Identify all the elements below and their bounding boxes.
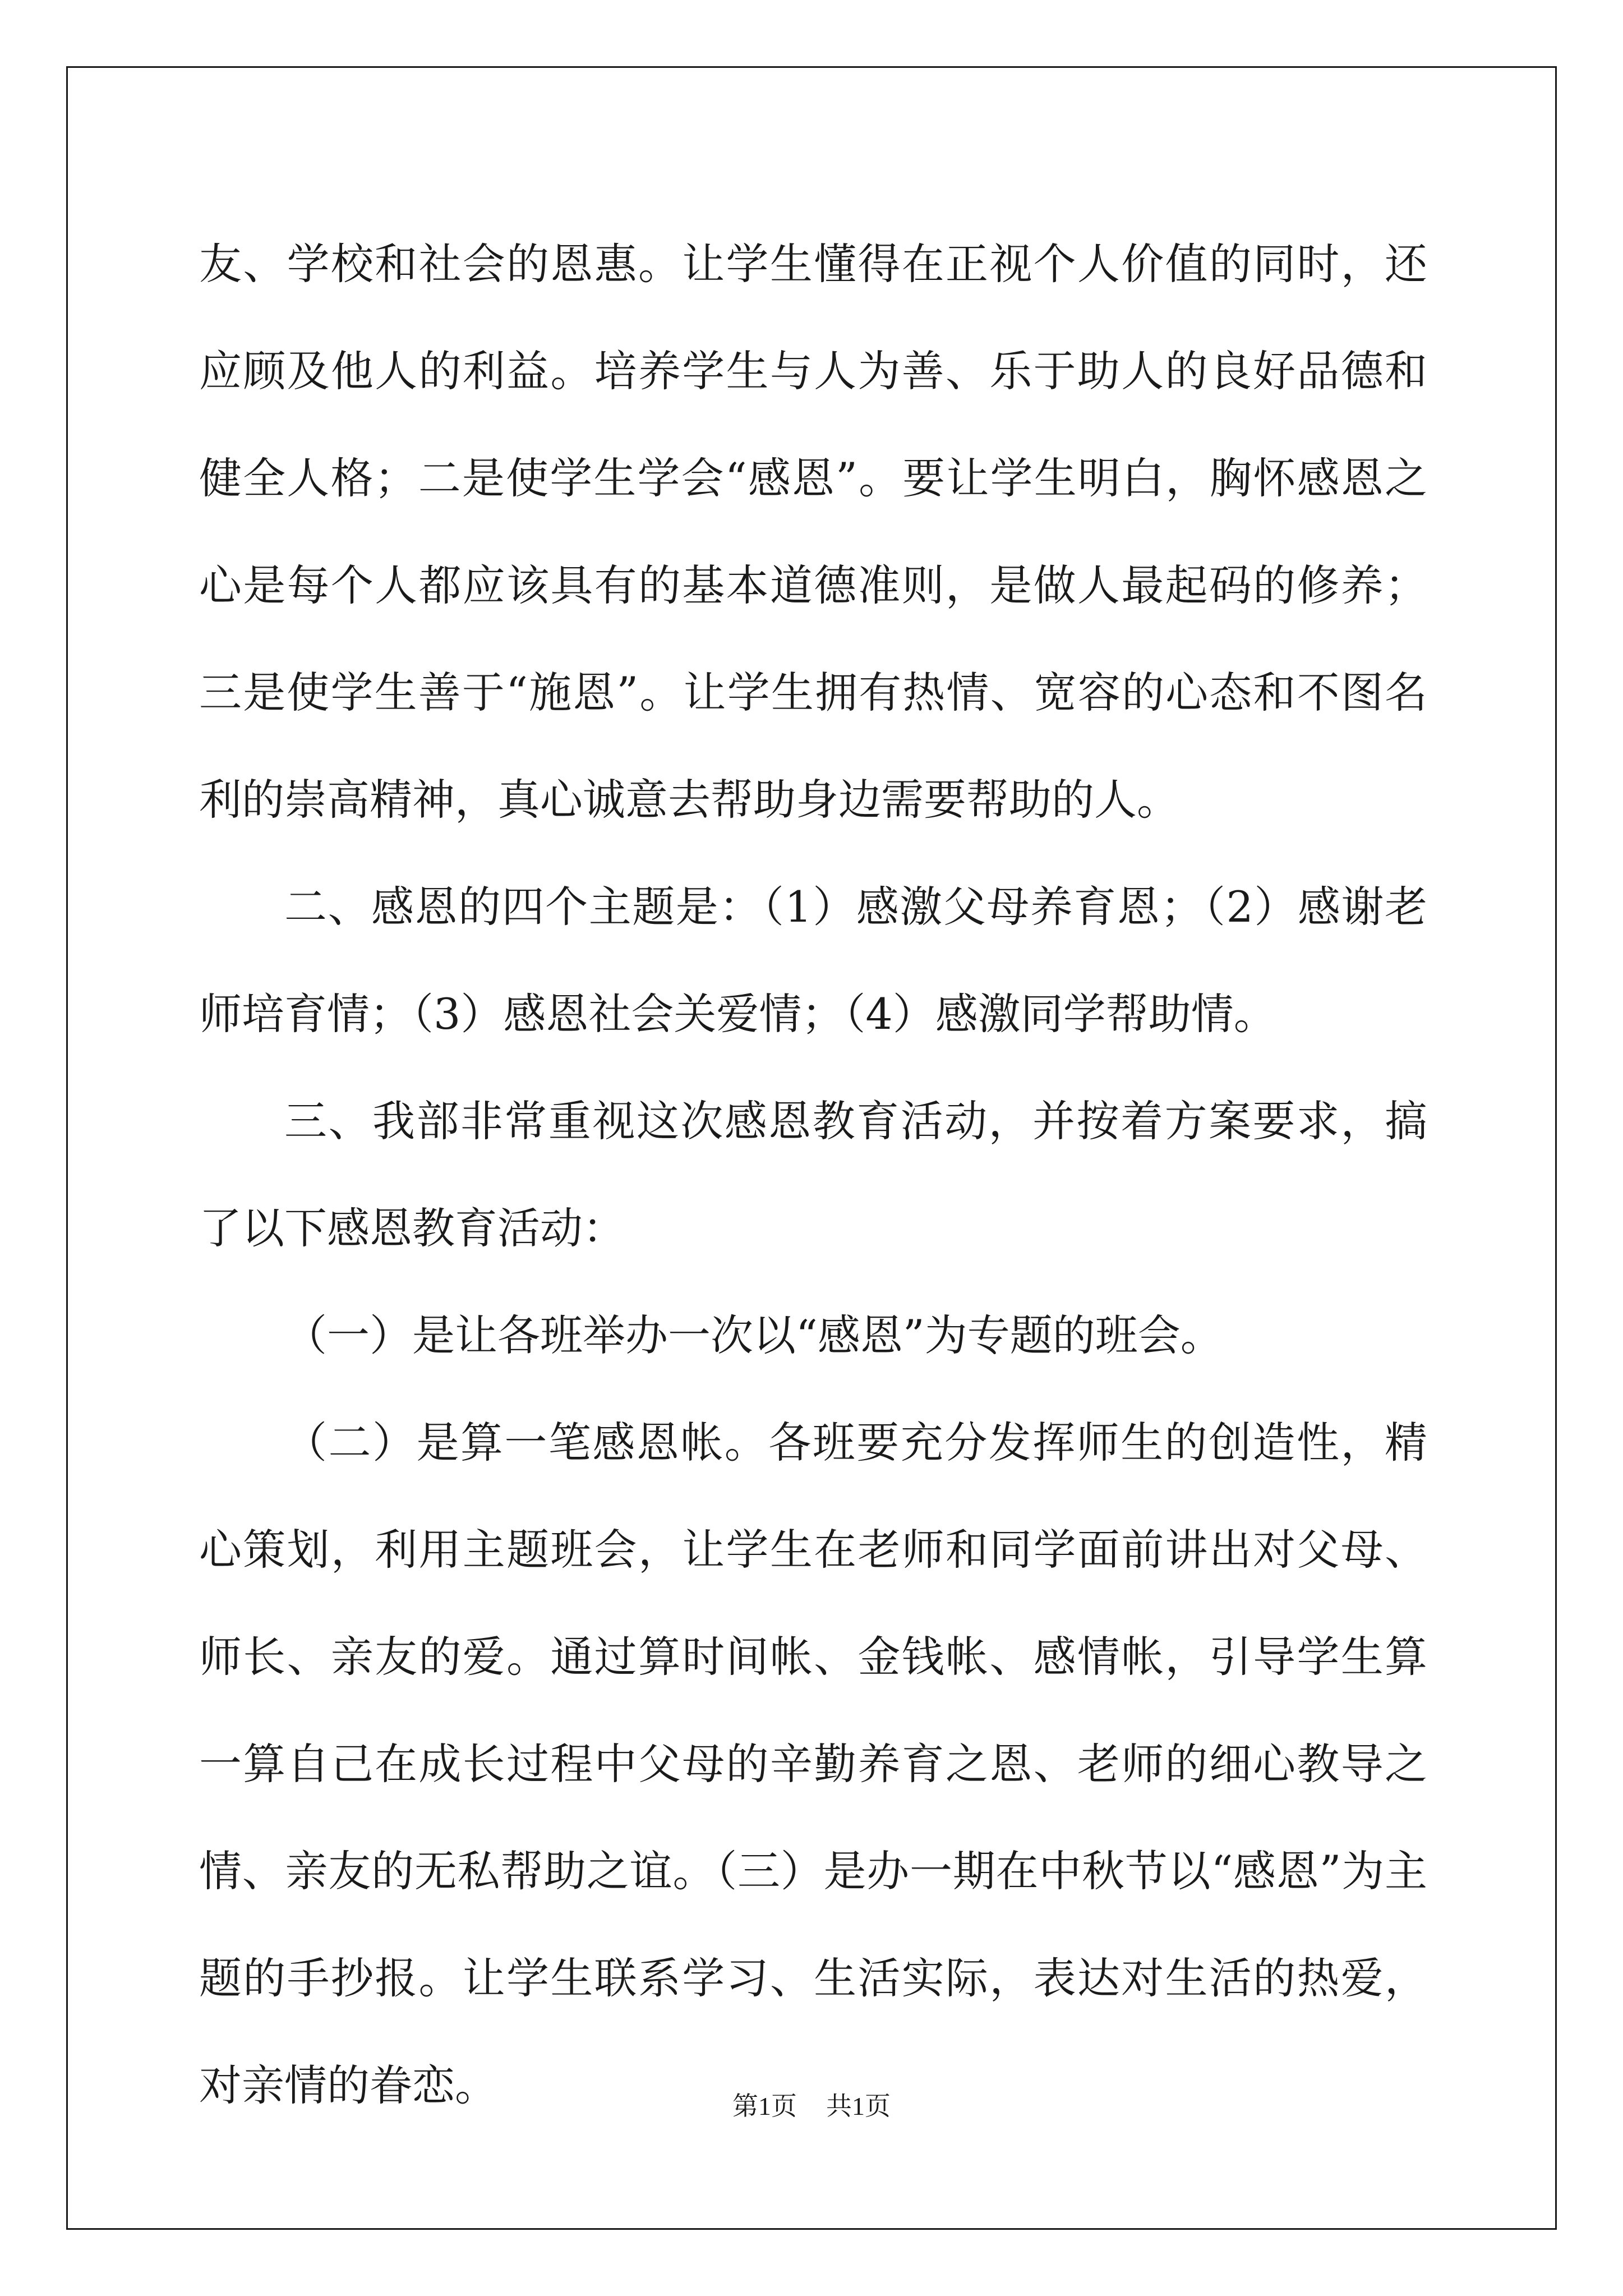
page-number: 第1页	[732, 2092, 797, 2120]
page-footer	[0, 2086, 1623, 2123]
paragraph-activity-two: （二）是算一笔感恩帐。各班要充分发挥师生的创造性，精心策划，利用主题班会，让学生在老师和同学面前讲出对父母、师长、亲友的爱。通过算时间帐、金钱帐、感情帐，引导学生算一算自己在成长过程中父母的辛勤养育之恩、老师的细心教导之情、亲友的无私帮助之谊。（三）是办一期在中秋节以“感恩”为主题的手抄报。让学生联系学习、生活实际，表达对生活的热爱，对亲情的眷恋。	[199, 1418, 1427, 2110]
document-body	[199, 210, 1427, 2139]
paragraph-continuation: 友、学校和社会的恩惠。让学生懂得在正视个人价值的同时，还应顾及他人的利益。培养学生与人为善、乐于助人的良好品德和健全人格；二是使学生学会“感恩”。要让学生明白，胸怀感恩之心是每个人都应该具有的基本道德准则，是做人最起码的修养；三是使学生善于“施恩”。让学生拥有热情、宽容的心态和不图名利的崇高精神，真心诚意去帮助身边需要帮助的人。	[199, 239, 1427, 825]
page-total: 共1页	[826, 2092, 891, 2120]
paragraph-themes: 二、感恩的四个主题是：（1）感激父母养育恩；（2）感谢老师培育情；（3）感恩社会关爱情；（4）感激同学帮助情。	[199, 882, 1427, 1039]
paragraph-activities-intro: 三、我部非常重视这次感恩教育活动，并按着方案要求，搞了以下感恩教育活动：	[199, 1096, 1427, 1253]
paragraph-activity-one: （一）是让各班举办一次以“感恩”为专题的班会。	[284, 1310, 1223, 1360]
